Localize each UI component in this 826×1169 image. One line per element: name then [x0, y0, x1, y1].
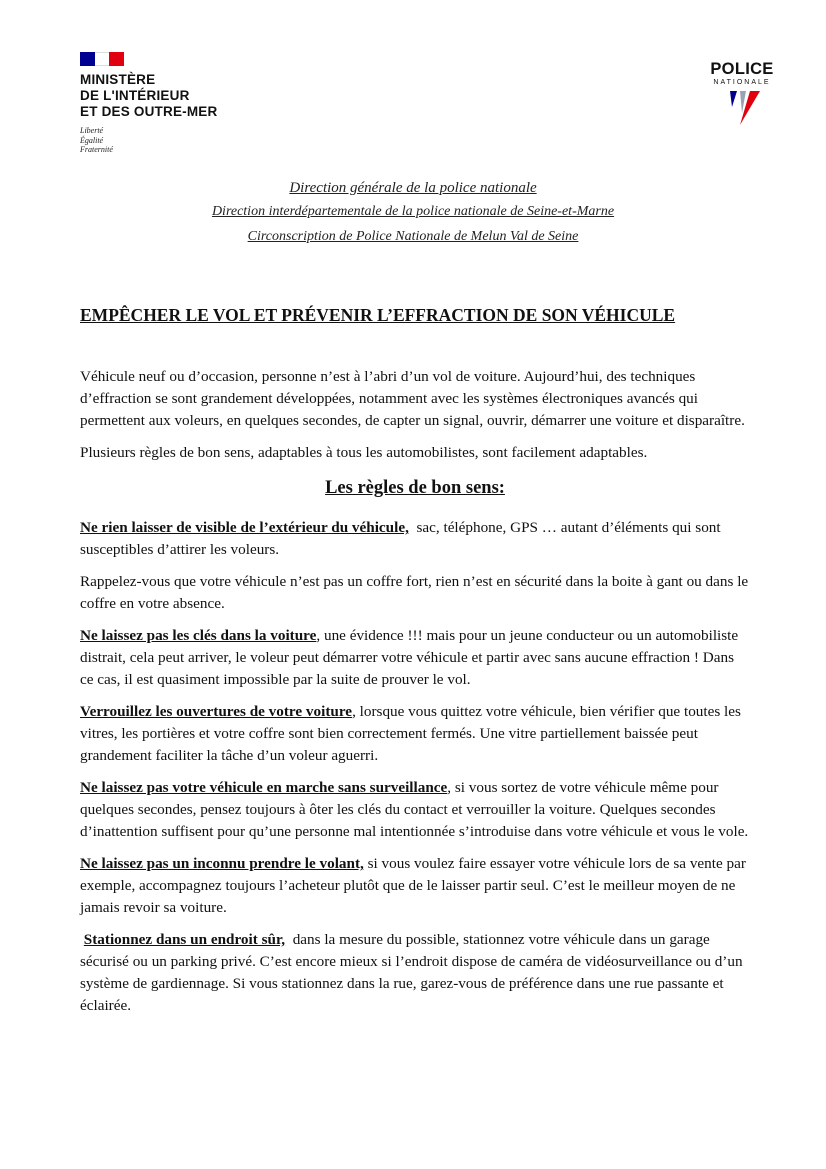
motto-egalite: Égalité — [80, 135, 104, 145]
ministry-line-1: MINISTÈRE — [80, 72, 156, 87]
french-flag-icon — [80, 52, 124, 66]
police-nationale-logo — [692, 60, 792, 127]
rule-lead: Stationnez dans un endroit sûr, — [83, 931, 286, 948]
motto-fraternite: Fraternité — [80, 145, 113, 154]
rule-paragraph — [80, 701, 750, 767]
intro-paragraph: Véhicule neuf ou d’occasion, personne n’est à l’abri d’un vol de voiture. Aujourd’hui, des techniques d’effraction se sont grandement développées, notamment avec les systèmes électroniques avancés qui permettent aux voleurs, en quelques secondes, de capter un signal, ouvrir, démarrer une voiture et disparaître. — [80, 368, 745, 429]
rule-paragraph — [80, 517, 750, 561]
rule-text: , lorsque vous quittez votre véhicule, bien vérifier que toutes les vitres, les portières et votre coffre sont bien correctement fermés. Une vitre partiellement baissée peut grandement faciliter la tâche d’un voleur aguerri. — [80, 703, 741, 764]
rule-lead: Ne laissez pas les clés dans la voiture — [80, 627, 317, 644]
rule-text: Rappelez-vous que votre véhicule n’est pas un coffre fort, rien n’est en sécurité dans la boite à gant ou dans le coffre en votre absence. — [80, 573, 749, 612]
rule-lead: Ne laissez pas un inconnu prendre le volant, — [80, 855, 364, 872]
police-logo-word: POLICE — [710, 60, 774, 78]
rule-paragraph — [80, 625, 750, 691]
rule-paragraph — [80, 929, 750, 1017]
republic-motto — [80, 126, 280, 155]
ministry-name — [80, 72, 280, 120]
rule-text: si vous voulez faire essayer votre véhicule lors de sa vente par exemple, accompagnez toujours l’acheteur plutôt que de le laisser partir seul. C’est le meilleur moyen de ne jamais revoir sa voiture. — [80, 855, 746, 916]
document-body — [80, 366, 750, 1027]
rule-lead: Ne laissez pas votre véhicule en marche sans surveillance — [80, 779, 448, 796]
document-title: EMPÊCHER LE VOL ET PRÉVENIR L’EFFRACTION DE SON VÉHICULE — [80, 305, 676, 325]
rules-subheading: Les règles de bon sens: — [325, 478, 505, 498]
rule-paragraph — [80, 853, 750, 919]
heading-direction-interdepartementale: Direction interdépartementale de la police nationale de Seine-et-Marne — [211, 204, 615, 219]
motto-liberte: Liberté — [80, 126, 104, 135]
rule-lead: Verrouillez les ouvertures de votre voiture — [80, 703, 353, 720]
rule-lead: Ne rien laisser de visible de l’extérieur du véhicule, — [80, 519, 409, 536]
rule-text: dans la mesure du possible, stationnez votre véhicule dans un garage sécurisé ou un parking privé. C’est encore mieux si l’endroit dispose de caméra de vidéosurveillance ou d’un système de gardiennage. Si vous stationnez dans la rue, garez-vous de préférence dans une rue passante et éclairée. — [80, 931, 747, 1014]
police-stripes-icon — [720, 89, 764, 127]
heading-direction-generale: Direction générale de la police nationale — [289, 180, 537, 196]
intro-paragraph: Plusieurs règles de bon sens, adaptables à tous les automobilistes, sont facilement adaptables. — [80, 444, 648, 461]
rule-paragraph — [80, 571, 750, 615]
rule-text: sac, téléphone, GPS … autant d’éléments qui sont susceptibles d’attirer les voleurs. — [80, 519, 725, 558]
rule-text: , si vous sortez de votre véhicule même pour quelques secondes, pensez toujours à ôter les clés du contact et verrouiller la voiture. Quelques secondes d’inattention suffisent pour qu’une personne mal intentionnée s’introduise dans votre véhicule et vous le vole. — [80, 779, 749, 840]
document-headings — [0, 177, 826, 249]
police-logo-subword: NATIONALE — [713, 79, 771, 86]
ministry-logo — [80, 52, 280, 155]
rule-paragraph — [80, 777, 750, 843]
ministry-line-2: DE L'INTÉRIEUR — [80, 88, 190, 103]
ministry-line-3: ET DES OUTRE-MER — [80, 104, 218, 119]
rule-text: , une évidence !!! mais pour un jeune conducteur ou un automobiliste distrait, cela peut arriver, le voleur peut démarrer votre véhicule et partir avec sans aucune effraction ! Dans ce cas, il est quasiment impossible par la suite de prouver le vol. — [80, 627, 739, 688]
heading-circonscription: Circonscription de Police Nationale de Melun Val de Seine — [247, 229, 579, 244]
